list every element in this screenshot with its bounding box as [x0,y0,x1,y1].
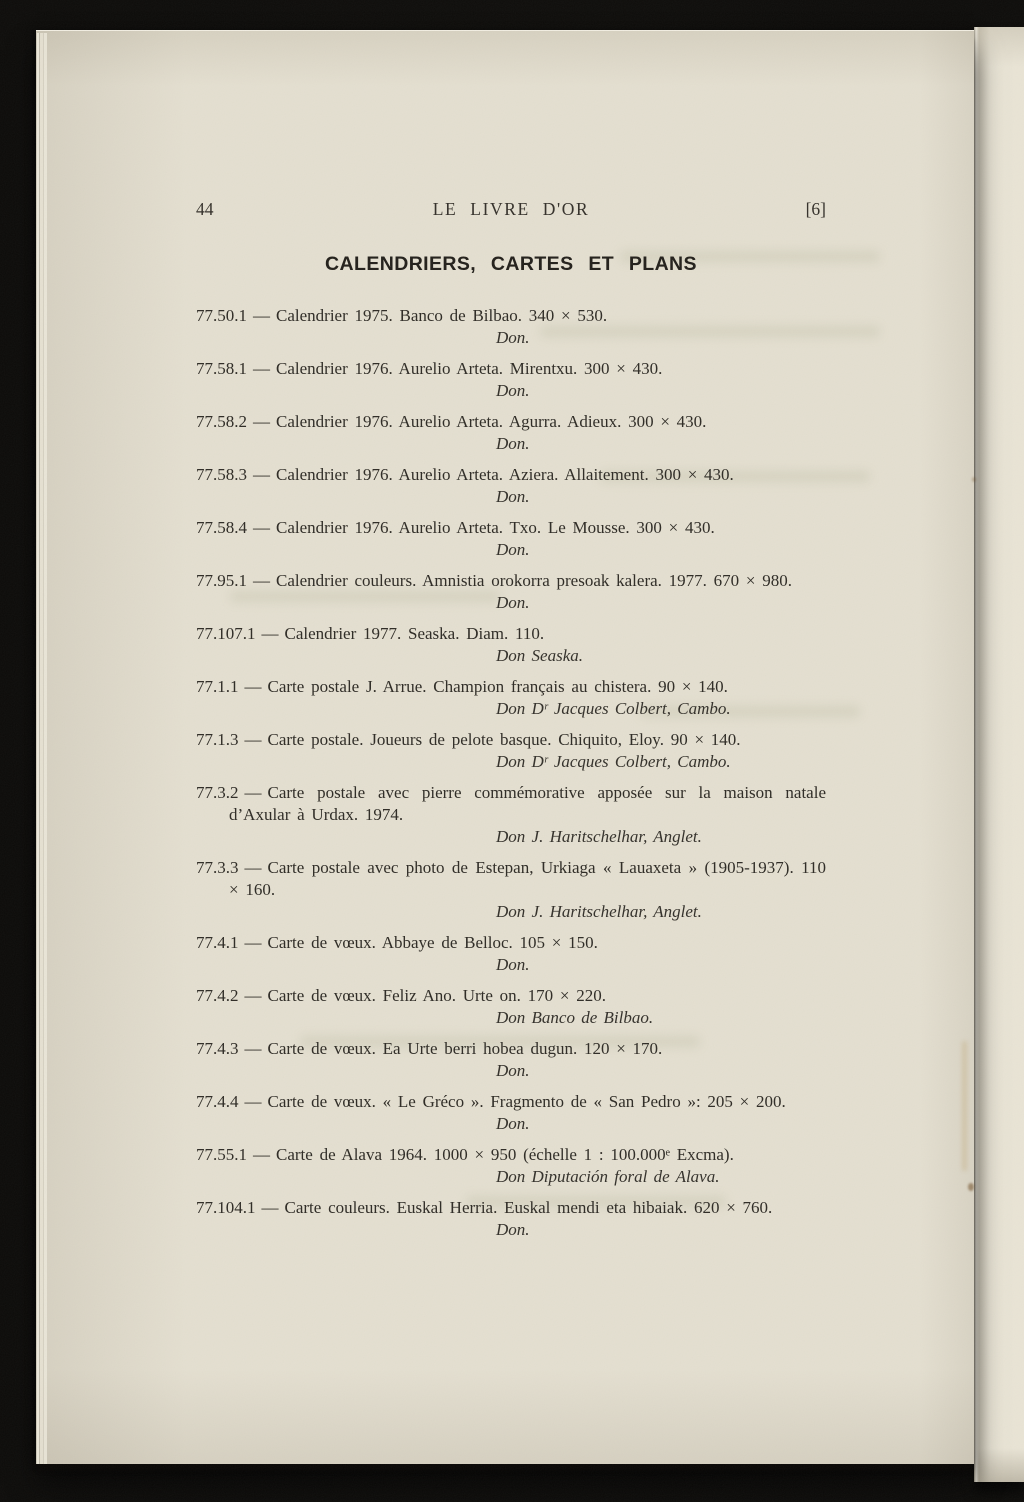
catalog-entry [196,857,826,923]
catalog-entry [196,517,826,561]
entry-number: 77.58.3 [196,465,247,484]
catalog-entry [196,411,826,455]
book-page [36,30,974,1464]
catalog-entry [196,676,826,720]
entry-description: Carte postale. Joueurs de pelote basque. Chiquito, Eloy. 90 × 140. [267,730,741,749]
entry-text-line [196,729,826,751]
catalog-entry [196,1197,826,1241]
entry-description: Calendrier 1976. Aurelio Arteta. Mirentxu. 300 × 430. [276,359,663,378]
entry-attribution: Don. [496,328,530,347]
entry-attribution: Don. [496,487,530,506]
entry-separator: — [261,1198,279,1217]
entry-text-line [196,411,826,433]
page-left-stacked-edges [36,33,47,1464]
entry-text-line [196,932,826,954]
entry-separator: — [253,571,270,590]
entry-description: Carte de vœux. Abbaye de Belloc. 105 × 150. [267,933,598,952]
entry-attribution: Don Diputación foral de Alava. [496,1167,720,1186]
catalog-entry [196,932,826,976]
entry-attribution: Don. [496,540,530,559]
entry-attribution: Don. [496,381,530,400]
catalog-entry [196,1038,826,1082]
entry-attribution: Don. [496,1061,530,1080]
entry-separator: — [244,858,262,877]
entry-attribution: Don. [496,1220,530,1239]
entry-text-line [196,305,826,327]
entry-separator: — [244,783,262,802]
entry-description: Carte de Alava 1964. 1000 × 950 (échelle 1 : 100.000ᵉ Excma). [276,1145,734,1164]
running-header [196,199,826,220]
entry-description: Carte de vœux. « Le Gréco ». Fragmento de « San Pedro »: 205 × 200. [267,1092,786,1111]
entry-text-line [196,1091,826,1113]
entry-attribution: Don Dʳ Jacques Colbert, Cambo. [496,699,731,718]
entry-number: 77.1.1 [196,677,239,696]
entry-attribution: Don. [496,434,530,453]
entry-number: 77.58.2 [196,412,247,431]
entry-attribution: Don Seaska. [496,646,583,665]
entry-number: 77.4.1 [196,933,239,952]
entry-text-line [196,1144,826,1166]
entry-attribution: Don. [496,1114,530,1133]
page-number: 44 [196,199,214,219]
entry-text-line [196,782,826,826]
entry-text-line [196,517,826,539]
entry-description: Carte postale avec pierre commémorative apposée sur la maison natale d’Axular à Urdax. 1974. [229,783,826,824]
catalog-entry [196,305,826,349]
entry-description: Carte de vœux. Feliz Ano. Urte on. 170 × 220. [267,986,607,1005]
entry-description: Calendrier 1977. Seaska. Diam. 110. [284,624,545,643]
entry-text-line [196,1038,826,1060]
entry-attribution: Don Banco de Bilbao. [496,1008,654,1027]
entry-number: 77.3.3 [196,858,239,877]
entry-number: 77.58.4 [196,518,247,537]
entry-number: 77.107.1 [196,624,256,643]
entry-separator: — [253,359,270,378]
entry-separator: — [244,933,262,952]
entry-separator: — [253,518,270,537]
catalog-entry [196,464,826,508]
catalog-entry [196,1144,826,1188]
entry-description: Carte couleurs. Euskal Herria. Euskal mendi eta hibaiak. 620 × 760. [284,1198,773,1217]
entry-text-line [196,464,826,486]
entry-separator: — [244,677,262,696]
entry-list [196,305,826,1241]
issue-number: [6] [805,199,826,219]
entry-separator: — [244,1039,262,1058]
entry-description: Calendrier 1976. Aurelio Arteta. Agurra. Adieux. 300 × 430. [276,412,707,431]
entry-description: Calendrier couleurs. Amnistia orokorra presoak kalera. 1977. 670 × 980. [276,571,792,590]
catalog-entry [196,1091,826,1135]
entry-separator: — [253,412,270,431]
entry-separator: — [244,730,262,749]
entry-separator: — [253,1145,270,1164]
entry-text-line [196,570,826,592]
entry-text-line [196,985,826,1007]
entry-separator: — [253,465,270,484]
entry-number: 77.55.1 [196,1145,247,1164]
entry-number: 77.4.3 [196,1039,239,1058]
entry-attribution: Don J. Haritschelhar, Anglet. [496,902,702,921]
catalog-entry [196,782,826,848]
entry-separator: — [253,306,270,325]
catalog-entry [196,570,826,614]
catalog-entry [196,358,826,402]
entry-number: 77.1.3 [196,730,239,749]
entry-attribution: Don J. Haritschelhar, Anglet. [496,827,702,846]
entry-description: Carte de vœux. Ea Urte berri hobea dugun. 120 × 170. [267,1039,663,1058]
entry-number: 77.50.1 [196,306,247,325]
paper-fiber-stain [962,1041,967,1171]
entry-description: Carte postale J. Arrue. Champion français au chistera. 90 × 140. [267,677,728,696]
entry-description: Calendrier 1976. Aurelio Arteta. Aziera. Allaitement. 300 × 430. [276,465,734,484]
entry-number: 77.58.1 [196,359,247,378]
entry-text-line [196,623,826,645]
catalog-entry [196,985,826,1029]
section-heading: CALENDRIERS, CARTES ET PLANS [325,253,697,275]
entry-description: Calendrier 1976. Aurelio Arteta. Txo. Le Mousse. 300 × 430. [276,518,715,537]
entry-separator: — [244,1092,262,1111]
entry-text-line [196,857,826,901]
entry-attribution: Don Dʳ Jacques Colbert, Cambo. [496,752,731,771]
entry-text-line [196,676,826,698]
entry-separator: — [244,986,262,1005]
entry-number: 77.95.1 [196,571,247,590]
paper-stain-dot [972,477,976,482]
entry-separator: — [261,624,279,643]
entry-attribution: Don. [496,593,530,612]
entry-number: 77.104.1 [196,1198,256,1217]
entry-number: 77.3.2 [196,783,239,802]
entry-number: 77.4.4 [196,1092,239,1111]
entry-number: 77.4.2 [196,986,239,1005]
entry-description: Calendrier 1975. Banco de Bilbao. 340 × 530. [276,306,608,325]
catalog-entry [196,623,826,667]
paper-stain-dot [968,1183,974,1191]
catalog-entry [196,729,826,773]
entry-description: Carte postale avec photo de Estepan, Urkiaga « Lauaxeta » (1905-1937). 110 × 160. [229,858,826,899]
running-title: LE LIVRE D'OR [432,199,590,219]
entry-text-line [196,358,826,380]
entry-attribution: Don. [496,955,530,974]
entry-text-line [196,1197,826,1219]
next-page-fore-edge [974,27,1024,1482]
page-content [196,199,826,1250]
